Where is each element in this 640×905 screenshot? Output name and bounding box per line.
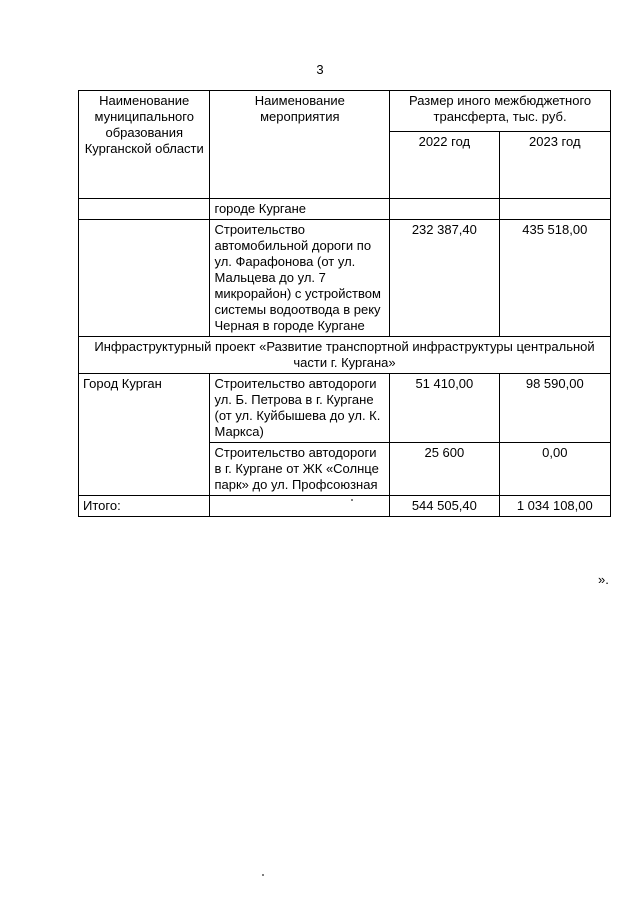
page-number: 3 (316, 62, 324, 77)
total-event (210, 496, 390, 517)
cell-2023: 0,00 (499, 443, 610, 496)
cell-2022: 25 600 (390, 443, 499, 496)
cell-2023 (499, 199, 610, 220)
cell-municipality (79, 220, 210, 337)
total-2022: 544 505,40 (390, 496, 499, 517)
header-event: Наименование мероприятия (210, 91, 390, 199)
closing-quote-mark: ». (598, 572, 609, 587)
table-row (79, 374, 611, 443)
scan-speck (351, 499, 353, 501)
cell-event: Строительство автодороги в г. Кургане от ЖК «Солнце парк» до ул. Профсоюзная (210, 443, 390, 496)
transfer-table (78, 90, 611, 517)
cell-event: Строительство автодороги ул. Б. Петрова в г. Кургане (от ул. Куйбышева до ул. К. Маркса) (210, 374, 390, 443)
header-year-2023: 2023 год (499, 132, 610, 199)
cell-2022: 232 387,40 (390, 220, 499, 337)
project-title-row (79, 337, 611, 374)
cell-2023: 435 518,00 (499, 220, 610, 337)
header-municipality: Наименование муниципального образования Курганской области (79, 91, 210, 199)
cell-2022: 51 410,00 (390, 374, 499, 443)
scan-speck (262, 874, 264, 876)
cell-municipality: Город Курган (79, 374, 210, 496)
header-transfer-size: Размер иного межбюджетного трансферта, тыс. руб. (390, 91, 611, 132)
cell-event: городе Кургане (210, 199, 390, 220)
table-row (79, 199, 611, 220)
table-header-row (79, 91, 611, 132)
header-year-2022: 2022 год (390, 132, 499, 199)
total-row (79, 496, 611, 517)
total-label: Итого: (79, 496, 210, 517)
cell-event: Строительство автомобильной дороги по ул. Фарафонова (от ул. Мальцева до ул. 7 микрорайон) с устройством системы водоотвода в реку Черная в городе Кургане (210, 220, 390, 337)
total-2023: 1 034 108,00 (499, 496, 610, 517)
project-title: Инфраструктурный проект «Развитие транспортной инфраструктуры центральной части г. Кургана» (79, 337, 611, 374)
cell-2022 (390, 199, 499, 220)
cell-2023: 98 590,00 (499, 374, 610, 443)
cell-municipality (79, 199, 210, 220)
table-row (79, 220, 611, 337)
